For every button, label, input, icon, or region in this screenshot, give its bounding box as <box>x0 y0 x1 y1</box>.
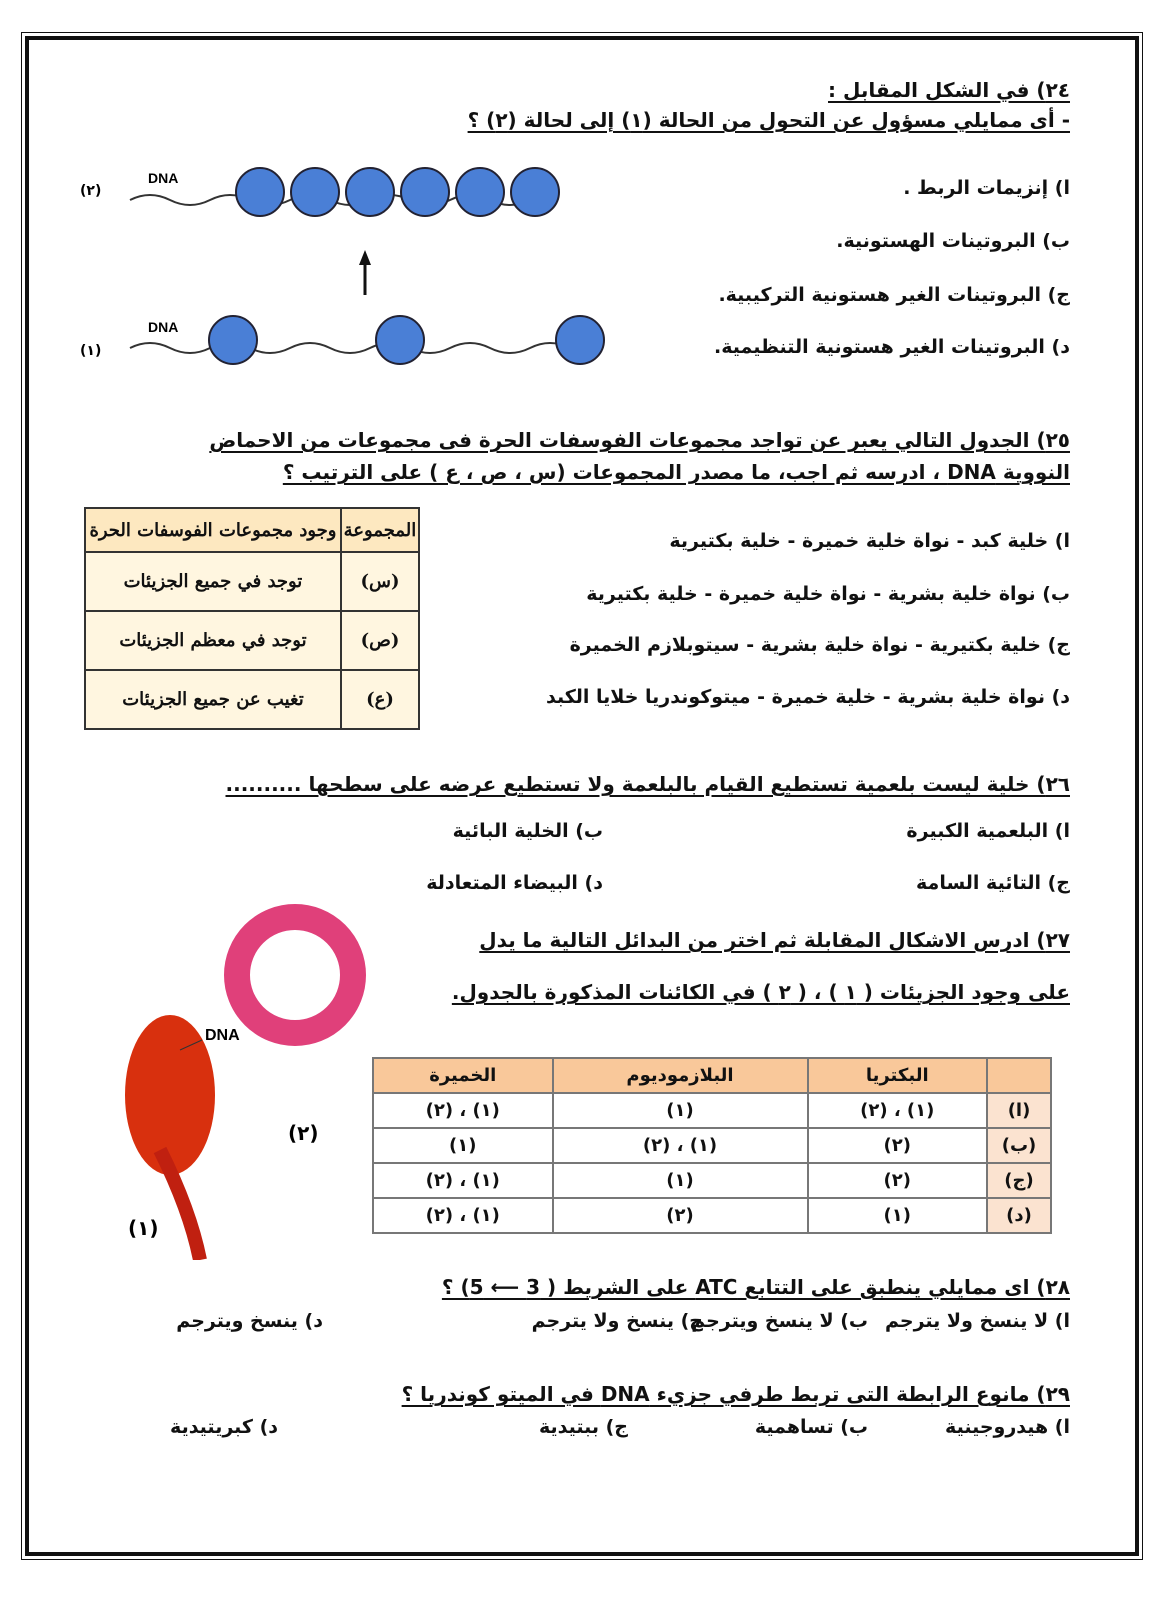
table-cell: (ب) <box>987 1128 1051 1163</box>
header-phosphate: وجود مجموعات الفوسفات الحرة <box>85 508 341 552</box>
table-row <box>85 552 419 611</box>
q26-option-a: ا) البلعمية الكبيرة <box>906 820 1070 842</box>
q29-question: ٢٩) مانوع الرابطة التى تربط طرفي جزيء DNA في الميتو كوندريا ؟ <box>401 1382 1070 1406</box>
table-cell: (١) ، (٢) <box>373 1198 553 1233</box>
table-cell: (١) ، (٢) <box>373 1093 553 1128</box>
q26-option-d: د) البيضاء المتعادلة <box>426 872 603 894</box>
table-cell: (١) <box>373 1128 553 1163</box>
table-cell <box>987 1058 1051 1093</box>
q29-option-c: ج) ببتيدية <box>538 1416 628 1438</box>
table-cell: (١) ، (٢) <box>553 1128 808 1163</box>
table-cell: توجد في معظم الجزيئات <box>85 611 341 670</box>
q24-option-d: د) البروتينات الغير هستونية التنظيمية. <box>714 336 1070 358</box>
table-cell: الخميرة <box>373 1058 553 1093</box>
q28-question: ٢٨) اى ممايلي ينطبق على التتابع ATC على الشريط ( 3 ⟵ 5) ؟ <box>441 1275 1070 1299</box>
table-cell: (١) <box>553 1163 808 1198</box>
table-cell: (د) <box>987 1198 1051 1233</box>
state2-label: (٢) <box>80 183 102 199</box>
q29-option-b: ب) تساهمية <box>754 1416 868 1438</box>
q26-option-c: ج) التائية السامة <box>916 872 1070 894</box>
chromosome-plasmid-figure <box>60 890 370 1260</box>
table-row <box>373 1163 1051 1198</box>
table-cell: توجد في جميع الجزيئات <box>85 552 341 611</box>
table-cell: (ج) <box>987 1163 1051 1198</box>
table-cell: (٢) <box>808 1163 988 1198</box>
label-1: (١) <box>128 1216 159 1240</box>
table-row <box>85 670 419 729</box>
table-cell: (١) <box>808 1198 988 1233</box>
q24-question: - أى ممايلي مسؤول عن التحول من الحالة (١) إلى لحالة (٢) ؟ <box>467 108 1070 132</box>
q28-option-b: ب) لا ينسخ ويترجم <box>691 1310 868 1332</box>
nucleosome-figure <box>70 150 630 390</box>
table-cell: (١) ، (٢) <box>808 1093 988 1128</box>
header-group: المجموعة <box>341 508 419 552</box>
table-cell: البلازموديوم <box>553 1058 808 1093</box>
q25-option-c: ج) خلية بكتيرية - نواة خلية بشرية - سيتوبلازم الخميرة <box>569 634 1070 656</box>
q28-option-c: ج) ينسخ ولا يترجم <box>531 1310 703 1332</box>
q24-option-b: ب) البروتينات الهستونية. <box>836 230 1070 252</box>
table-cell: (١) ، (٢) <box>373 1163 553 1198</box>
q29-option-d: د) كبريتيدية <box>170 1416 278 1438</box>
q27-line1: ٢٧) ادرس الاشكال المقابلة ثم اختر من البدائل التالية ما يدل <box>479 928 1070 952</box>
q24-title: ٢٤) في الشكل المقابل : <box>828 78 1070 102</box>
q25-option-b: ب) نواة خلية بشرية - نواة خلية خميرة - خلية بكتيرية <box>586 583 1070 605</box>
q25-table <box>84 507 420 730</box>
q27-table <box>372 1057 1052 1234</box>
table-row <box>373 1093 1051 1128</box>
table-cell: (١) <box>553 1093 808 1128</box>
q25-option-d: د) نواة خلية بشرية - خلية خميرة - ميتوكوندريا خلايا الكبد <box>545 686 1070 708</box>
table-row <box>373 1128 1051 1163</box>
q25-line2: النووية DNA ، ادرسه ثم اجب، ما مصدر المجموعات (س ، ص ، ع ) على الترتيب ؟ <box>282 460 1070 484</box>
table-row <box>85 611 419 670</box>
dna-label: DNA <box>205 1027 240 1044</box>
table-cell: تغيب عن جميع الجزيئات <box>85 670 341 729</box>
table-cell: (ص) <box>341 611 419 670</box>
label-2: (٢) <box>288 1121 319 1145</box>
dna-label-bottom: DNA <box>148 319 179 335</box>
table-cell: (٢) <box>553 1198 808 1233</box>
q24-option-a: ا) إنزيمات الربط . <box>903 177 1070 199</box>
q26-question: ٢٦) خلية ليست بلعمية تستطيع القيام بالبلعمة ولا تستطيع عرضه على سطحها .......... <box>225 772 1070 796</box>
q28-option-d: د) ينسخ ويترجم <box>176 1310 323 1332</box>
table-cell: (ع) <box>341 670 419 729</box>
q28-option-a: ا) لا ينسخ ولا يترجم <box>885 1310 1070 1332</box>
table-cell: البكتريا <box>808 1058 988 1093</box>
q25-option-a: ا) خلية كبد - نواة خلية خميرة - خلية بكتيرية <box>669 530 1070 552</box>
q25-line1: ٢٥) الجدول التالي يعبر عن تواجد مجموعات الفوسفات الحرة فى مجموعات من الاحماض <box>209 428 1070 452</box>
table-cell: (ا) <box>987 1093 1051 1128</box>
table-cell: (٢) <box>808 1128 988 1163</box>
table-cell: (س) <box>341 552 419 611</box>
table-row <box>373 1198 1051 1233</box>
q29-option-a: ا) هيدروجينية <box>945 1416 1070 1438</box>
state1-label: (١) <box>80 343 102 359</box>
dna-label-top: DNA <box>148 170 179 186</box>
q26-option-b: ب) الخلية البائية <box>452 820 603 842</box>
q27-line2: على وجود الجزيئات ( ١ ) ، ( ٢ ) في الكائنات المذكورة بالجدول. <box>451 980 1070 1004</box>
q24-option-c: ج) البروتينات الغير هستونية التركيبية. <box>718 284 1070 306</box>
